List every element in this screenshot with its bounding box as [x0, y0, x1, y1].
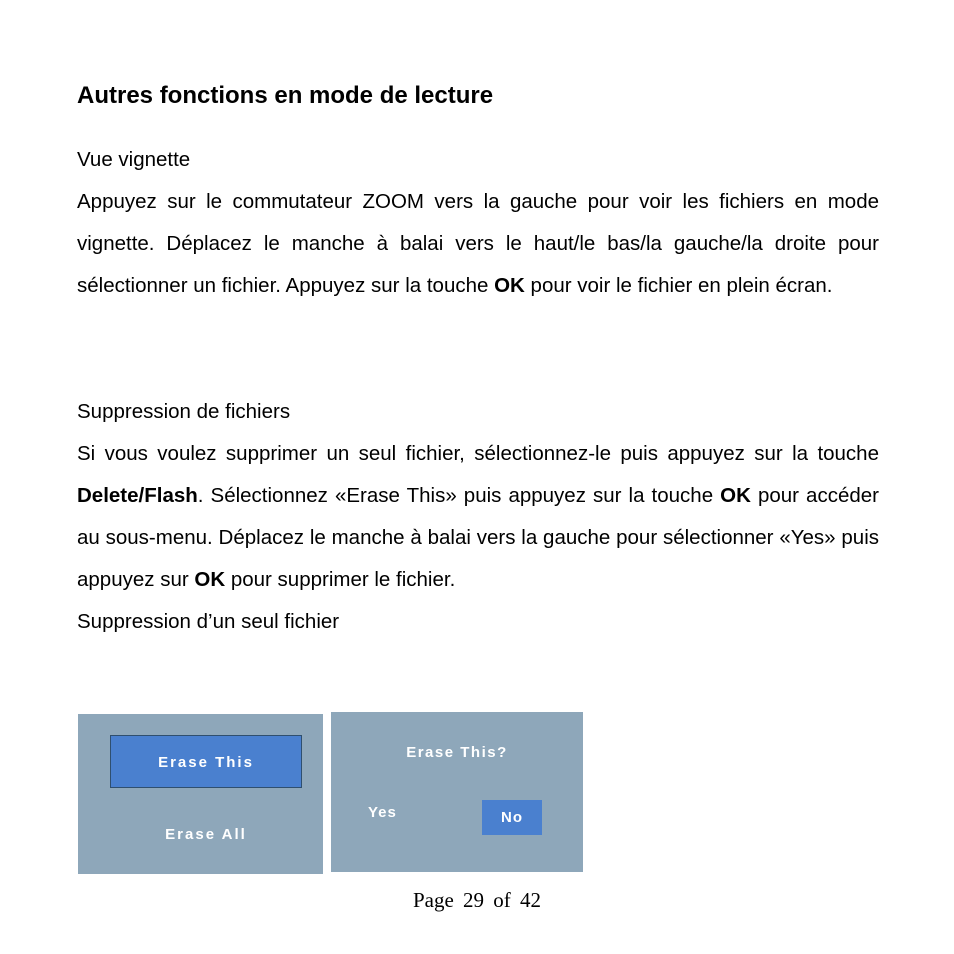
key-ok-label: OK [494, 274, 525, 297]
delete-paragraph [77, 433, 879, 601]
no-button[interactable]: No [482, 800, 542, 835]
thumbnail-paragraph [77, 181, 879, 307]
key-ok-label: OK [720, 484, 751, 507]
page-title: Autres fonctions en mode de lecture [77, 82, 494, 109]
thumbnail-text-2: pour voir le fichier en plein écran. [524, 274, 833, 297]
erase-confirm-screen [331, 712, 583, 872]
thumbnail-section [77, 139, 879, 307]
erase-all-option[interactable]: Erase All [165, 826, 247, 843]
delete-section [77, 391, 879, 643]
page-number: Page 29 of 42 [412, 888, 542, 912]
delete-heading: Suppression de fichiers [77, 400, 291, 423]
delete-text-1: Si vous voulez supprimer un seul fichier, sélectionnez-le puis appuyez sur la touche [77, 442, 879, 465]
single-delete-subheading: Suppression d’un seul fichier [77, 610, 340, 633]
delete-text-4: pour supprimer le fichier. [225, 568, 456, 591]
erase-menu-screen [78, 714, 323, 874]
thumbnail-heading: Vue vignette [77, 148, 191, 171]
delete-text-3: pour accéder au sous-menu. Déplacez le manche à balai vers la gauche pour sélectionner «Yes» puis appuyez sur [77, 484, 879, 591]
delete-text-2: . Sélectionnez «Erase This» puis appuyez sur la touche [197, 484, 721, 507]
key-ok-label: OK [194, 568, 226, 591]
yes-button[interactable]: Yes [368, 804, 397, 821]
erase-this-option[interactable]: Erase This [110, 735, 302, 788]
thumbnail-text-1: Appuyez sur le commutateur ZOOM vers la gauche pour voir les fichiers en mode vignette. Déplacez le manche à balai vers le haut/le bas/la gauche/la droite pour sélectionner un fichier. Appuyez sur la touche [77, 190, 879, 297]
confirm-question: Erase This? [406, 744, 508, 761]
key-delete-label: Delete/Flash [77, 484, 198, 507]
